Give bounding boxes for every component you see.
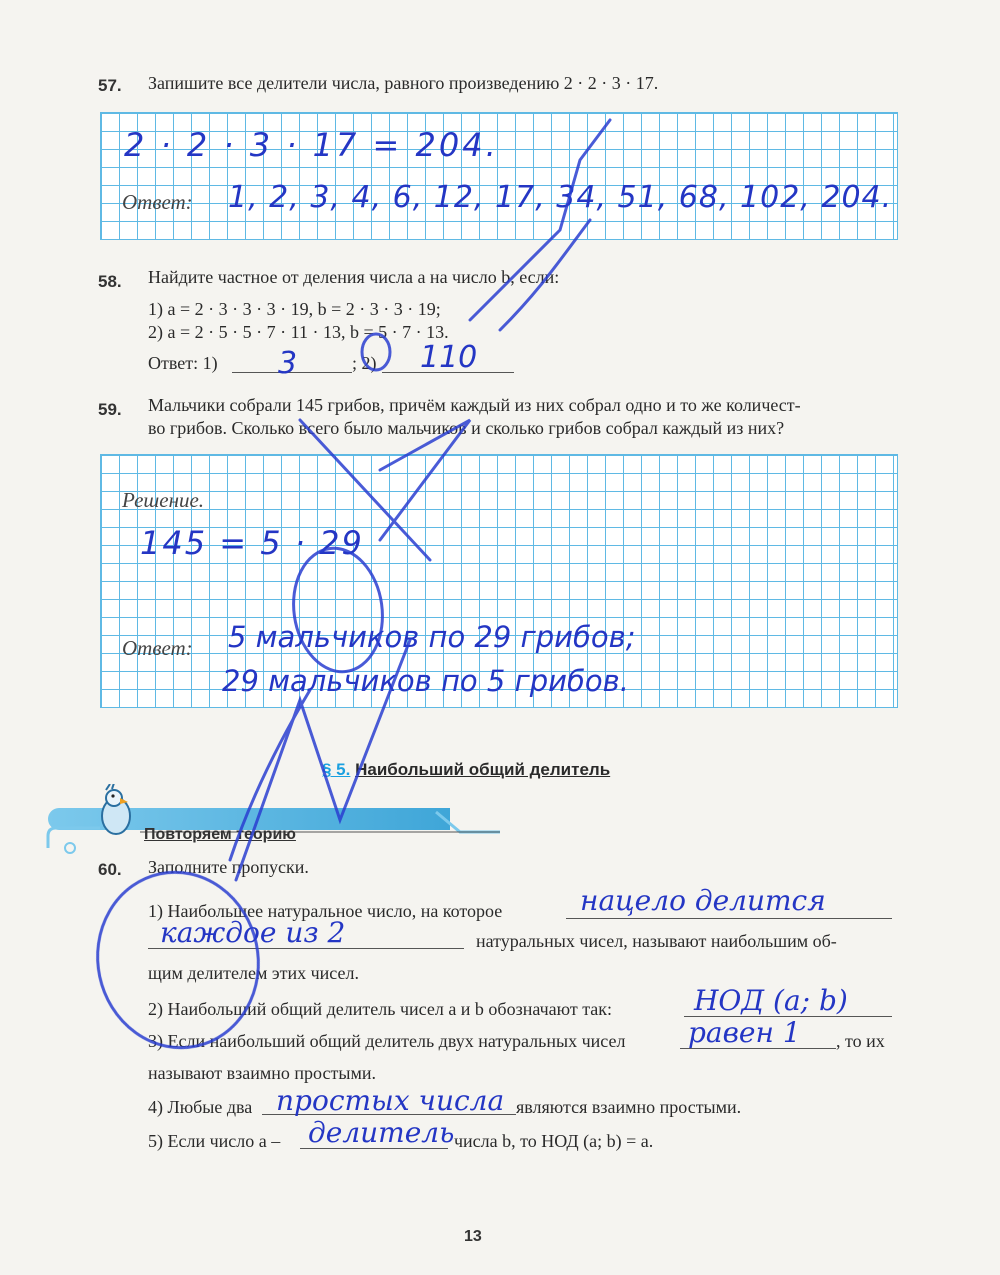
- task-59-answer-label: Ответ:: [122, 636, 193, 660]
- task-60-item2: 2) Наибольший общий делитель чисел a и b обозначают так:: [148, 999, 613, 1019]
- task-60-hw-item5: делитель: [308, 1116, 455, 1149]
- section-sign: § 5.: [322, 760, 351, 779]
- task-60-item4-b: являются взаимно простыми.: [516, 1097, 742, 1117]
- task-60-item1-c: щим делителем этих чисел.: [148, 963, 359, 983]
- task-60-item3-b: , то их: [836, 1031, 885, 1051]
- task-60-number: 60.: [98, 860, 122, 879]
- task-60-blank-1a[interactable]: [566, 918, 892, 919]
- section-heading: [322, 760, 610, 780]
- section-title: Наибольший общий делитель: [355, 760, 611, 779]
- task-58-number: 58.: [98, 272, 122, 291]
- task-59-solution-label: Решение.: [122, 488, 205, 512]
- task-58-hw-answer-2: 110: [420, 340, 478, 375]
- task-58-answer-sep: ; 2): [352, 353, 377, 373]
- task-58-line2: 2) a = 2 · 5 · 5 · 7 · 11 · 13, b = 5 · 7 · 13.: [148, 322, 449, 342]
- task-59-hw-answer-1: 5 мальчиков по 29 грибов;: [228, 620, 636, 654]
- task-60-text: Заполните пропуски.: [148, 857, 309, 877]
- task-60-item1-b: натуральных чисел, называют наибольшим об-: [476, 931, 837, 951]
- task-59-hw-solution: 145 = 5 · 29: [140, 524, 364, 562]
- task-58-line1: 1) a = 2 · 3 · 3 · 3 · 19, b = 2 · 3 · 3 · 19;: [148, 299, 441, 319]
- task-57-number: 57.: [98, 76, 122, 95]
- task-60-item5-b: числа b, то НОД (a; b) = a.: [454, 1131, 654, 1151]
- task-60-item4-a: 4) Любые два: [148, 1097, 253, 1117]
- task-60-item1-a: 1) Наибольшее натуральное число, на которое: [148, 901, 503, 921]
- task-60-hw-item1-b: каждое из 2: [160, 916, 346, 949]
- task-60-hw-item1-a: нацело делится: [580, 884, 826, 917]
- parrot-mascot-icon: [94, 784, 140, 840]
- task-60-item3-a: 3) Если наибольший общий делитель двух натуральных чисел: [148, 1031, 626, 1051]
- task-59-text-line1: Мальчики собрали 145 грибов, причём каждый из них собрал одно и то же количест-: [148, 395, 801, 415]
- task-58-text: Найдите частное от деления числа a на число b, если:: [148, 267, 560, 287]
- task-57-answer-label: Ответ:: [122, 190, 193, 214]
- task-59-hw-answer-2: 29 мальчиков по 5 грибов.: [222, 664, 629, 698]
- task-57-hw-answer: 1, 2, 3, 4, 6, 12, 17, 34, 51, 68, 102, 204.: [228, 180, 893, 215]
- task-60-item5-a: 5) Если число a –: [148, 1131, 281, 1151]
- task-60-item3-c: называют взаимно простыми.: [148, 1063, 376, 1083]
- task-59-text-line2: во грибов. Сколько всего было мальчиков и сколько грибов собрал каждый из них?: [148, 418, 785, 438]
- theory-label: Повторяем теорию: [144, 826, 296, 843]
- task-58-hw-answer-1: 3: [278, 346, 298, 381]
- task-57-text: Запишите все делители числа, равного произведению 2 · 2 · 3 · 17.: [148, 73, 659, 93]
- task-59-number: 59.: [98, 400, 122, 419]
- task-60-hw-item3: равен 1: [688, 1016, 801, 1049]
- task-60-hw-item2: НОД (a; b): [694, 984, 848, 1017]
- task-57-hw-product: 2 · 2 · 3 · 17 = 204.: [124, 126, 499, 164]
- page-number: 13: [464, 1228, 482, 1245]
- task-60-hw-item4: простых числа: [276, 1084, 505, 1117]
- task-58-answer-label: Ответ: 1): [148, 353, 218, 373]
